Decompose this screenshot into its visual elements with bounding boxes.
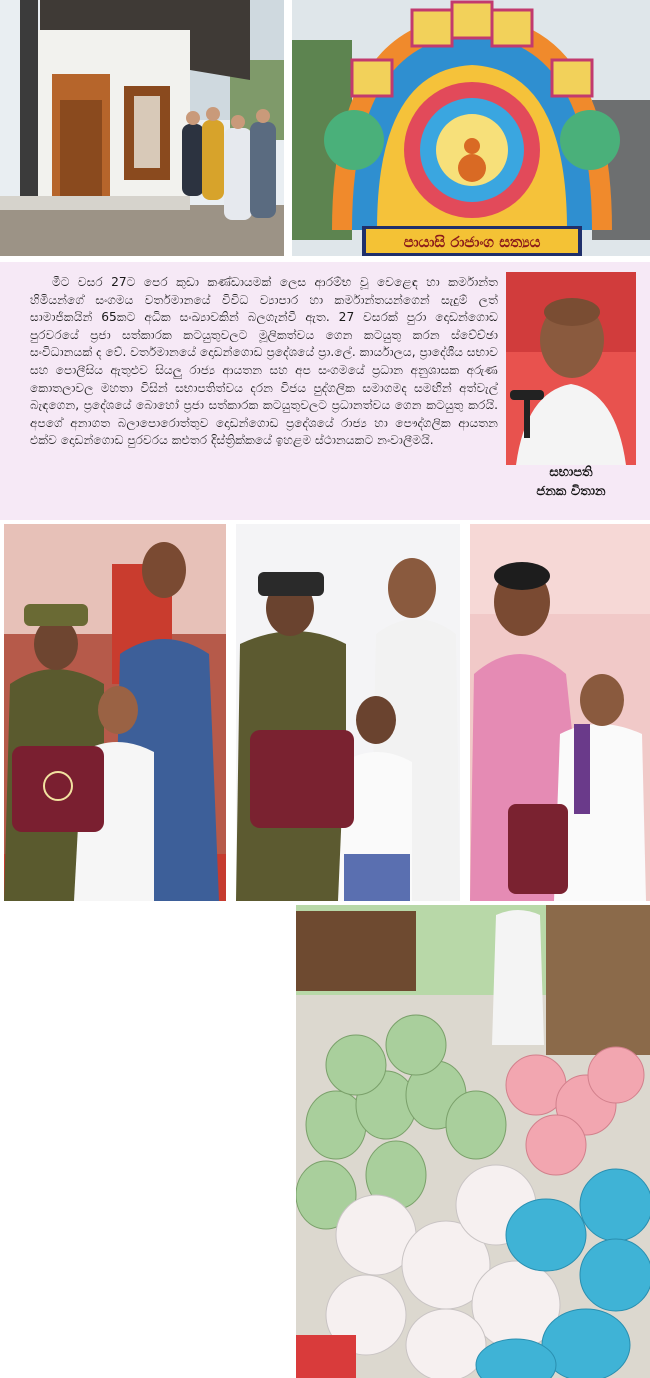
caption-title: සභාපති [549, 465, 593, 480]
grocery-packs-photo [296, 905, 650, 1378]
portrait-caption [506, 463, 636, 501]
boy-gift-photo [236, 524, 460, 901]
house-opening-photo [0, 0, 284, 256]
arch-banner-text: පායාසි රාජාංග සත්‍යය [403, 233, 541, 251]
caption-name: ජනක විතාන [536, 484, 606, 499]
chairman-portrait [506, 272, 636, 465]
article-panel [0, 262, 650, 520]
police-officer-gift-photo [4, 524, 226, 901]
article-body: මීට වසර 27ට පෙර කුඩා කණ්ඩායමක් ලෙස ආරම්භ වූ වෙළෙඳ හා කර්මාන්ත හිමියන්ගේ සංගමය වර්තමානයේ විවිධ ව්‍යාපාර හා කර්මාන්තයන්ගෙන් සැදුම් ලත් සාමාජිකයින් 65කට අධික සංඛ්‍යාවකින් බලගැන්වී ඇත. 27 වසරක් පුරා දොඩන්ගොඩ පුරවරයේ ප්‍රජා සත්කාරක කටයුතුවලට මූලිකත්වය ගෙන කටයුතු කරන ස්වේච්ඡා සංවිධානයක් ද වේ. වර්තමානයේ දොඩන්ගොඩ ප්‍රදේශයේ ප්‍රා.ලේ. කාර්යාලය, ප්‍රාදේශීය සභාව සහ පොලීසිය ඇතුළුව සියලු රාජ්‍ය ආයතන සහ අප සංගමයේ ප්‍රධාන අනුශාසක අරුණ කොතලාවල මහතා විසින් සභාපතිත්වය දරන විජය පුද්ගලික සමාගමද සමඟින් අත්වැල් බැඳගෙන, ප්‍රදේශයේ බොහෝ ප්‍රජා සත්කාරක කටයුතුවලට ප්‍රධානත්වය ගෙන කටයුතු කරයි. අපගේ අනාගත බලාපොරොත්තුව දොඩන්ගොඩ ප්‍රදේශයේ රාජ්‍ය හා පෞද්ගලික ආයතන එක්ව දොඩන්ගොඩ පුරවරය කළුතර දිස්ත්‍රික්කයේ ඉහළම ස්ථානයකට නංවාලීමයි. [30, 275, 498, 448]
teacher-gift-photo [470, 524, 650, 901]
pageant-arch-photo [292, 0, 650, 256]
